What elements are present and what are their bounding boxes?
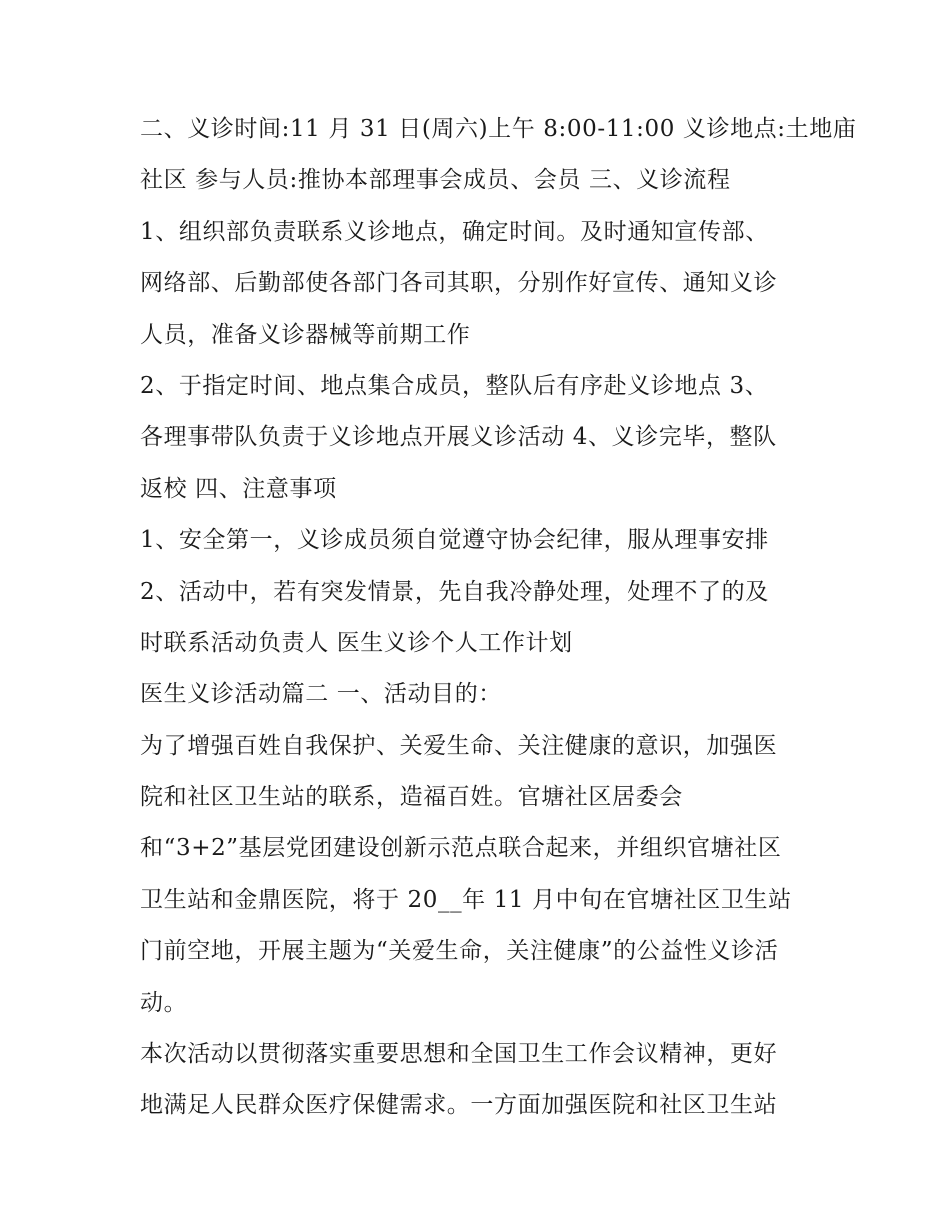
text-line: 网络部、后勤部使各部门各司其职，分别作好宣传、通知义诊 bbox=[140, 270, 778, 297]
text-line: 卫生站和金鼎医院，将于 20__年 11 月中旬在官塘社区卫生站 bbox=[140, 886, 792, 913]
text-line: 和“3+2”基层党团建设创新示范点联合起来，并组织官塘社区 bbox=[140, 835, 782, 862]
text-line: 院和社区卫生站的联系，造福百姓。官塘社区居委会 bbox=[140, 784, 683, 811]
text-line: 动。 bbox=[140, 989, 188, 1016]
text-line: 为了增强百姓自我保护、关爱生命、关注健康的意识，加强医 bbox=[140, 732, 778, 759]
text-line: 社区 参与人员:推协本部理事会成员、会员 三、义诊流程 bbox=[140, 167, 731, 194]
text-line: 地满足人民群众医疗保健需求。一方面加强医院和社区卫生站 bbox=[140, 1092, 778, 1119]
text-line: 1、安全第一，义诊成员须自觉遵守协会纪律，服从理事安排 bbox=[140, 527, 769, 554]
document-body bbox=[140, 104, 857, 1132]
text-line: 二、义诊时间:11 月 31 日(周六)上午 8:00-11:00 义诊地点:土地庙 bbox=[140, 116, 857, 142]
text-line: 医生义诊活动篇二 一、活动目的： bbox=[140, 681, 502, 708]
text-line: 门前空地，开展主题为“关爱生命，关注健康”的公益性义诊活 bbox=[140, 938, 779, 965]
text-line: 时联系活动负责人 医生义诊个人工作计划 bbox=[140, 629, 573, 656]
text-line: 1、组织部负责联系义诊地点，确定时间。及时通知宣传部、 bbox=[140, 218, 769, 245]
text-line: 各理事带队负责于义诊地点开展义诊活动 4、义诊完毕，整队 bbox=[140, 424, 777, 451]
text-line: 返校 四、注意事项 bbox=[140, 475, 337, 502]
text-line: 2、于指定时间、地点集合成员，整队后有序赴义诊地点 3、 bbox=[140, 372, 769, 399]
text-line: 本次活动以贯彻落实重要思想和全国卫生工作会议精神，更好 bbox=[140, 1041, 778, 1068]
text-line: 2、活动中，若有突发情景，先自我冷静处理，处理不了的及 bbox=[140, 578, 769, 605]
text-line: 人员，准备义诊器械等前期工作 bbox=[140, 321, 471, 348]
